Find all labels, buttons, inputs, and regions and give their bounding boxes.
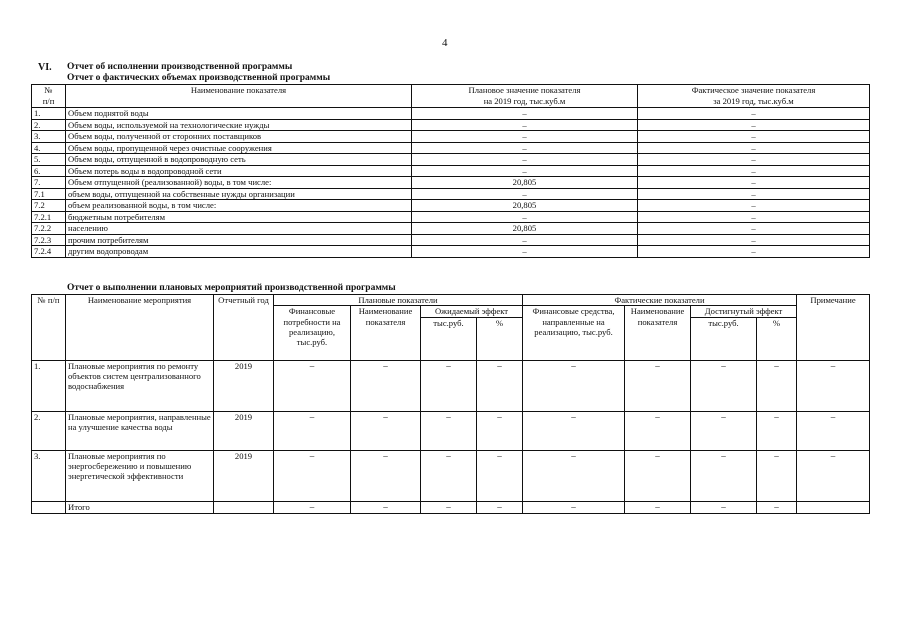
row-plan: – (412, 119, 638, 131)
section-title (67, 62, 330, 84)
header-num: № п/п (32, 295, 66, 361)
header-fact-pct: % (757, 317, 797, 360)
row-fact: – (638, 200, 870, 212)
row-plan: – (412, 142, 638, 154)
table-row (32, 165, 870, 177)
header-name: Наименование показателя (66, 85, 412, 108)
total-value: – (421, 501, 477, 513)
header-fact: Фактическое значение показателя за 2019 год, тыс.куб.м (638, 85, 870, 108)
table-row (32, 234, 870, 246)
row-value: – (351, 360, 421, 411)
row-year: 2019 (214, 450, 274, 501)
row-name: Объем потерь воды в водопроводной сети (66, 165, 412, 177)
table-row (32, 142, 870, 154)
header-plan-effect: Ожидаемый эффект (421, 306, 523, 317)
row-name: населению (66, 223, 412, 235)
row-plan: – (412, 154, 638, 166)
header-name: Наименование мероприятия (66, 295, 214, 361)
row-name: Объем воды, используемой на технологические нужды (66, 119, 412, 131)
table-row (32, 108, 870, 120)
row-value: – (523, 450, 625, 501)
row-fact: – (638, 154, 870, 166)
row-value: – (757, 450, 797, 501)
row-value: – (757, 411, 797, 450)
row-value: – (421, 411, 477, 450)
row-num: 7.2.2 (32, 223, 66, 235)
row-value: – (421, 360, 477, 411)
row-num: 1. (32, 108, 66, 120)
row-num: 7.1 (32, 188, 66, 200)
row-name: объем воды, отпущенной на собственные нужды организации (66, 188, 412, 200)
header-num: № п/п (32, 85, 66, 108)
row-num: 7.2.4 (32, 246, 66, 258)
table-row (32, 131, 870, 143)
row-fact: – (638, 246, 870, 258)
activities-table (31, 294, 870, 514)
row-value: – (797, 411, 870, 450)
header-fact-effect: Достигнутый эффект (691, 306, 797, 317)
total-year (214, 501, 274, 513)
table-row (32, 188, 870, 200)
row-plan: – (412, 234, 638, 246)
page-number: 4 (442, 37, 448, 49)
row-fact: – (638, 165, 870, 177)
header-fact-rub: тыс.руб. (691, 317, 757, 360)
row-num: 3. (32, 131, 66, 143)
total-row (32, 501, 870, 513)
row-name: бюджетным потребителям (66, 211, 412, 223)
row-name: Плановые мероприятия по энергосбережению и повышению энергетической эффективности (66, 450, 214, 501)
row-value: – (797, 450, 870, 501)
row-value: – (757, 360, 797, 411)
row-num: 1. (32, 360, 66, 411)
row-name: Плановые мероприятия, направленные на улучшение качества воды (66, 411, 214, 450)
table-row (32, 211, 870, 223)
row-value: – (691, 411, 757, 450)
row-name: прочим потребителям (66, 234, 412, 246)
header-note: Примечание (797, 295, 870, 361)
row-value: – (421, 450, 477, 501)
table-row (32, 411, 870, 450)
total-note (797, 501, 870, 513)
row-fact: – (638, 223, 870, 235)
row-num: 5. (32, 154, 66, 166)
row-num: 6. (32, 165, 66, 177)
header-plan-pct: % (477, 317, 523, 360)
row-name: Плановые мероприятия по ремонту объектов систем централизованного водоснабжения (66, 360, 214, 411)
row-plan: – (412, 131, 638, 143)
row-num: 7.2.1 (32, 211, 66, 223)
row-value: – (625, 360, 691, 411)
row-name: Объем поднятой воды (66, 108, 412, 120)
total-value: – (477, 501, 523, 513)
total-value: – (351, 501, 421, 513)
row-fact: – (638, 177, 870, 189)
row-fact: – (638, 119, 870, 131)
header-fact-group: Фактические показатели (523, 295, 797, 306)
activities-table-title: Отчет о выполнении плановых мероприятий производственной программы (67, 283, 396, 293)
row-num: 7.2 (32, 200, 66, 212)
volumes-table-header (32, 85, 870, 108)
row-fact: – (638, 211, 870, 223)
row-value: – (797, 360, 870, 411)
row-value: – (625, 411, 691, 450)
row-plan: – (412, 108, 638, 120)
total-value: – (274, 501, 351, 513)
row-value: – (691, 360, 757, 411)
row-value: – (691, 450, 757, 501)
row-value: – (274, 450, 351, 501)
row-num: 4. (32, 142, 66, 154)
header-plan-group: Плановые показатели (274, 295, 523, 306)
header-plan-indicator: Наименование показателя (351, 306, 421, 360)
row-num: 2. (32, 119, 66, 131)
volumes-table (31, 84, 870, 258)
header-year: Отчетный год (214, 295, 274, 361)
table-row (32, 119, 870, 131)
row-name: Объем воды, отпущенной в водопроводную сеть (66, 154, 412, 166)
row-plan: 20,805 (412, 177, 638, 189)
table-row (32, 246, 870, 258)
row-num: 2. (32, 411, 66, 450)
total-value: – (625, 501, 691, 513)
total-num (32, 501, 66, 513)
row-fact: – (638, 142, 870, 154)
total-value: – (691, 501, 757, 513)
header-plan-fin: Финансовые потребности на реализацию, тыс.руб. (274, 306, 351, 360)
row-fact: – (638, 131, 870, 143)
row-name: Объем воды, пропущенной через очистные сооружения (66, 142, 412, 154)
row-value: – (523, 411, 625, 450)
row-value: – (477, 411, 523, 450)
activities-header-row1 (32, 295, 870, 306)
row-fact: – (638, 234, 870, 246)
row-value: – (351, 411, 421, 450)
row-plan: 20,805 (412, 223, 638, 235)
total-label: Итого (66, 501, 214, 513)
header-plan-rub: тыс.руб. (421, 317, 477, 360)
table-row (32, 360, 870, 411)
row-value: – (274, 360, 351, 411)
row-year: 2019 (214, 411, 274, 450)
section-title-line2: Отчет о фактических объемах производственной программы (67, 73, 331, 83)
table-row (32, 200, 870, 212)
row-year: 2019 (214, 360, 274, 411)
header-fact-fin: Финансовые средства, направленные на реализацию, тыс.руб. (523, 306, 625, 360)
row-plan: – (412, 211, 638, 223)
header-fact-indicator: Наименование показателя (625, 306, 691, 360)
row-plan: 20,805 (412, 200, 638, 212)
row-value: – (351, 450, 421, 501)
row-plan: – (412, 246, 638, 258)
section-number: VI. (38, 62, 52, 73)
row-plan: – (412, 188, 638, 200)
row-name: другим водопроводам (66, 246, 412, 258)
row-plan: – (412, 165, 638, 177)
row-name: Объем отпущенной (реализованной) воды, в том числе: (66, 177, 412, 189)
row-fact: – (638, 188, 870, 200)
row-value: – (477, 360, 523, 411)
row-name: Объем воды, полученной от сторонних поставщиков (66, 131, 412, 143)
table-row (32, 223, 870, 235)
row-num: 3. (32, 450, 66, 501)
row-value: – (523, 360, 625, 411)
row-value: – (274, 411, 351, 450)
row-num: 7.2.3 (32, 234, 66, 246)
row-value: – (625, 450, 691, 501)
total-value: – (523, 501, 625, 513)
row-name: объем реализованной воды, в том числе: (66, 200, 412, 212)
section-title-line1: Отчет об исполнении производственной программы (67, 62, 293, 72)
table-row (32, 450, 870, 501)
table-row (32, 177, 870, 189)
row-fact: – (638, 108, 870, 120)
table-row (32, 154, 870, 166)
row-value: – (477, 450, 523, 501)
header-plan: Плановое значение показателя на 2019 год, тыс.куб.м (412, 85, 638, 108)
total-value: – (757, 501, 797, 513)
row-num: 7. (32, 177, 66, 189)
